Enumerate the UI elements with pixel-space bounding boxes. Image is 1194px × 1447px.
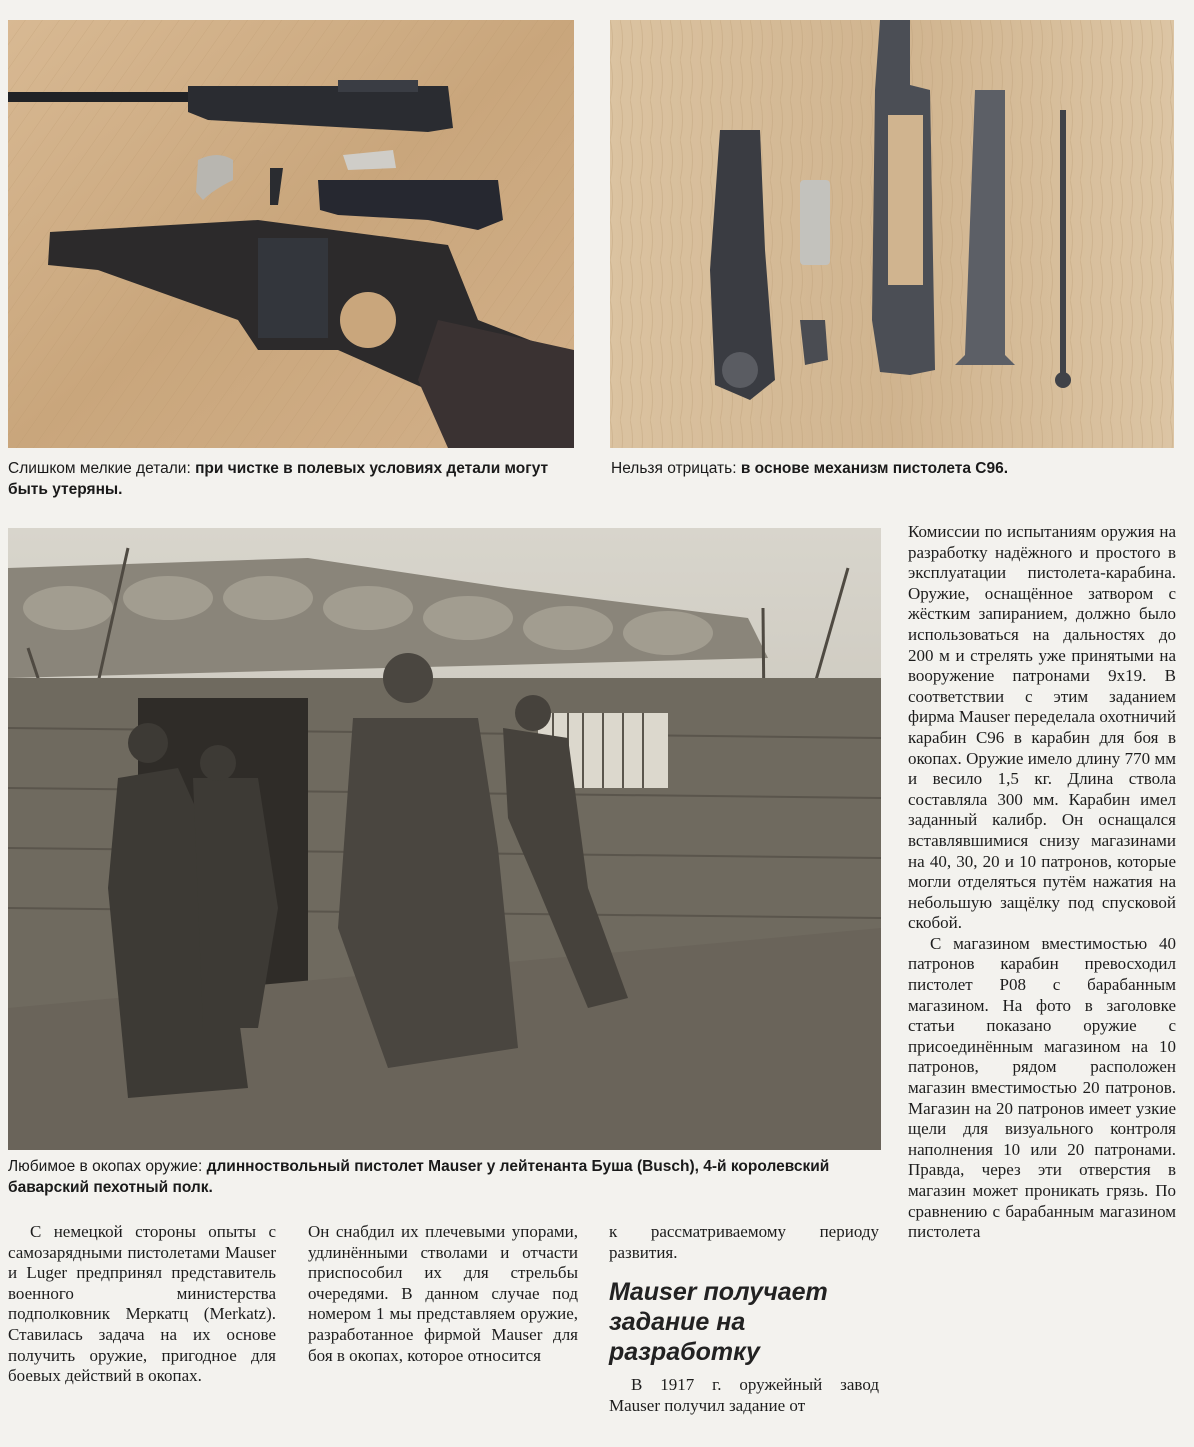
photo-c96-mechanism bbox=[610, 20, 1174, 448]
caption-top-right-text: в основе механизм пистолета С96. bbox=[740, 460, 1009, 477]
caption-main bbox=[8, 1156, 868, 1198]
column-1-paragraph: С немецкой стороны опыты с самозарядными пистолетами Mauser и Luger предпринял представитель военного министерства подполковник Меркатц (Merkatz). Ставилась задача на их основе получить оружие, пригодное для боевых действий в окопах. bbox=[8, 1222, 276, 1386]
caption-top-left-text: при чистке в полевых условиях детали могут быть утеряны. bbox=[8, 460, 549, 498]
text-column-3 bbox=[609, 1222, 879, 1416]
photo-disassembled-parts bbox=[8, 20, 574, 448]
caption-main-text: длинноствольный пистолет Mauser у лейтенанта Буша (Busch), 4-й королевский баварский пехотный полк. bbox=[8, 1158, 830, 1196]
text-column-right bbox=[908, 522, 1176, 1243]
caption-top-right-lead: Нельзя отрицать: bbox=[611, 460, 737, 477]
caption-main-lead: Любимое в окопах оружие: bbox=[8, 1158, 203, 1175]
text-column-1 bbox=[8, 1222, 276, 1387]
column-3-top-text: к рассматриваемому периоду развития. bbox=[609, 1222, 879, 1262]
photo-c96-mechanism-image bbox=[610, 20, 1174, 448]
right-paragraph-2: С магазином вместимостью 40 патронов карабин превосходил пистолет Р08 с барабанным магазином. На фото в заголовке статьи показано оружие с присоединённым магазином на 10 патронов, рядом расположен магазин вместимостью 20 патронов. Магазин на 20 патронов имеет узкие щели для визуального контроля наполнения 10 или 20 патронами. Правда, через эти отверстия в магазин может проникать грязь. По сравнению с барабанным магазином пистолета bbox=[908, 933, 1176, 1242]
right-paragraph-1: Комиссии по испытаниям оружия на разработку надёжного и простого в эксплуатации пистолета-карабина. Оружие, оснащённое затвором с жёстким запиранием, должно было использоваться на дальностях до 200 м и стрелять уже принятыми на вооружение патронами 9x19. В соответствии с этим заданием фирма Mauser переделала охотничий карабин С96 в карабин для боя в окопах. Оружие имело длину 770 мм и весило 1,5 кг. Длина ствола составляла 300 мм. Карабин имел заданный калибр. Он оснащался вставлявшимися снизу магазинами на 40, 30, 20 и 10 патронов, которые могли отделяться путём нажатия на небольшую защёлку под спусковой скобой. bbox=[908, 522, 1176, 933]
photo-trench-soldiers-image bbox=[8, 528, 881, 1150]
photo-trench-soldiers bbox=[8, 528, 881, 1150]
caption-top-left bbox=[8, 458, 568, 500]
caption-top-right bbox=[611, 458, 1171, 479]
section-heading: Mauser получает задание на разработку bbox=[609, 1278, 828, 1367]
text-column-2 bbox=[308, 1222, 578, 1366]
caption-top-left-lead: Слишком мелкие детали: bbox=[8, 460, 191, 477]
column-3-paragraph: В 1917 г. оружейный завод Mauser получил задание от bbox=[609, 1375, 879, 1415]
photo-disassembled-parts-image bbox=[8, 20, 574, 448]
column-2-paragraph: Он снабдил их плечевыми упорами, удлинёнными стволами и отчасти приспособил их для стрельбы очередями. В данном случае под номером 1 мы представляем оружие, разработанное фирмой Mauser для боя в окопах, которое относится bbox=[308, 1222, 578, 1365]
